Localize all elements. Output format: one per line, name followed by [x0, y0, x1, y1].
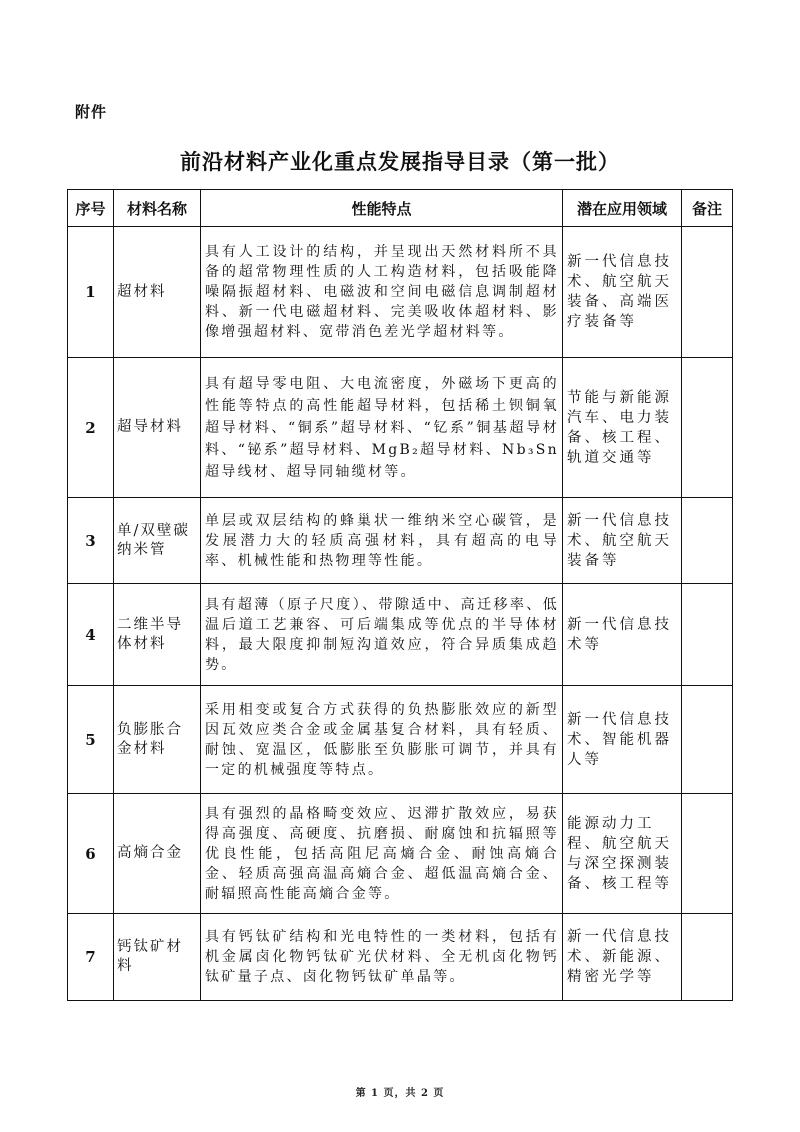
- table-row: [68, 914, 733, 1001]
- row-notes: [682, 686, 733, 794]
- header-applications: 潜在应用领域: [563, 190, 682, 227]
- row-applications: 新一代信息技术、新能源、精密光学等: [563, 914, 682, 1001]
- table-row: [68, 584, 733, 686]
- row-no: 6: [68, 794, 114, 914]
- row-features: 具有超导零电阻、大电流密度，外磁场下更高的性能等特点的高性能超导材料，包括稀土钡铜氧超导材料、“铜系”超导材料、“钇系”铜基超导材料、“铋系”超导材料、MgB₂超导材料、Nb₃Sn超导线材、超导同轴缆材等。: [201, 358, 563, 498]
- row-applications: 新一代信息技术、航空航天装备等: [563, 498, 682, 584]
- row-notes: [682, 584, 733, 686]
- row-name: 单/双壁碳纳米管: [114, 498, 201, 584]
- page-number-footer: 第 1 页，共 2 页: [355, 1088, 445, 1099]
- row-name: 高熵合金: [114, 794, 201, 914]
- row-notes: [682, 498, 733, 584]
- row-no: 5: [68, 686, 114, 794]
- header-no: 序号: [68, 190, 114, 227]
- table-row: [68, 358, 733, 498]
- row-applications: 新一代信息技术、智能机器人等: [563, 686, 682, 794]
- row-applications: 新一代信息技术等: [563, 584, 682, 686]
- row-features: 具有强烈的晶格畸变效应、迟滞扩散效应，易获得高强度、高硬度、抗磨损、耐腐蚀和抗辐照等优良性能，包括高阻尼高熵合金、耐蚀高熵合金、轻质高强高温高熵合金、超低温高熵合金、耐辐照高性能高熵合金等。: [201, 794, 563, 914]
- row-applications: 节能与新能源汽车、电力装备、核工程、轨道交通等: [563, 358, 682, 498]
- materials-catalog-table: [67, 189, 733, 1001]
- header-name: 材料名称: [114, 190, 201, 227]
- header-notes: 备注: [682, 190, 733, 227]
- row-no: 1: [68, 227, 114, 358]
- row-no: 7: [68, 914, 114, 1001]
- row-no: 4: [68, 584, 114, 686]
- table-row: [68, 686, 733, 794]
- row-name: 超材料: [114, 227, 201, 358]
- row-features: 采用相变或复合方式获得的负热膨胀效应的新型因瓦效应类合金或金属基复合材料，具有轻质、耐蚀、宽温区，低膨胀至负膨胀可调节，并具有一定的机械强度等特点。: [201, 686, 563, 794]
- row-name: 二维半导体材料: [114, 584, 201, 686]
- row-applications: 新一代信息技术、航空航天装备、高端医疗装备等: [563, 227, 682, 358]
- row-notes: [682, 914, 733, 1001]
- document-title: 前沿材料产业化重点发展指导目录（第一批）: [180, 150, 620, 174]
- row-features: 具有超薄（原子尺度）、带隙适中、高迁移率、低温后道工艺兼容、可后端集成等优点的半导体材料，最大限度抑制短沟道效应，符合异质集成趋势。: [201, 584, 563, 686]
- table-row: [68, 794, 733, 914]
- row-notes: [682, 358, 733, 498]
- row-name: 超导材料: [114, 358, 201, 498]
- row-features: 具有钙钛矿结构和光电特性的一类材料，包括有机金属卤化物钙钛矿光伏材料、全无机卤化物钙钛矿量子点、卤化物钙钛矿单晶等。: [201, 914, 563, 1001]
- row-applications: 能源动力工程、航空航天与深空探测装备、核工程等: [563, 794, 682, 914]
- attachment-label: 附件: [75, 103, 108, 121]
- row-notes: [682, 227, 733, 358]
- table-row: [68, 227, 733, 358]
- row-no: 3: [68, 498, 114, 584]
- row-features: 具有人工设计的结构，并呈现出天然材料所不具备的超常物理性质的人工构造材料，包括吸能降噪隔振超材料、电磁波和空间电磁信息调制超材料、新一代电磁超材料、完美吸收体超材料、影像增强超材料、宽带消色差光学超材料等。: [201, 227, 563, 358]
- row-notes: [682, 794, 733, 914]
- table-header-row: [68, 190, 733, 227]
- row-name: 负膨胀合金材料: [114, 686, 201, 794]
- table-row: [68, 498, 733, 584]
- row-features: 单层或双层结构的蜂巢状一维纳米空心碳管，是发展潜力大的轻质高强材料，具有超高的电导率、机械性能和热物理等性能。: [201, 498, 563, 584]
- row-no: 2: [68, 358, 114, 498]
- row-name: 钙钛矿材料: [114, 914, 201, 1001]
- header-features: 性能特点: [201, 190, 563, 227]
